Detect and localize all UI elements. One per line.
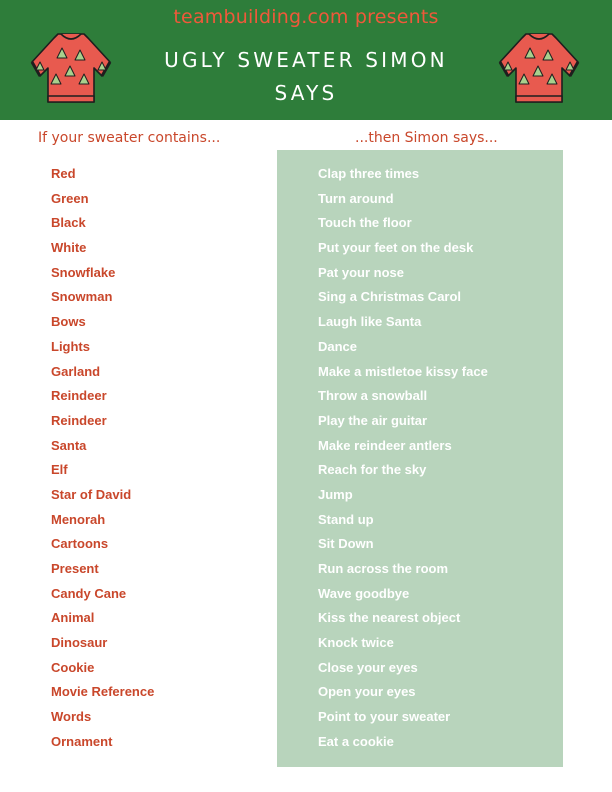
- sweater-item: Dinosaur: [51, 635, 108, 651]
- sweater-item: Ornament: [51, 733, 113, 749]
- sweater-item: Star of David: [51, 486, 132, 502]
- sweater-item: Red: [51, 166, 76, 181]
- simon-action: Touch the floor: [318, 215, 412, 231]
- page-title: UGLY SWEATER SIMON SAYS: [164, 48, 448, 105]
- simon-action: Make reindeer antlers: [318, 437, 452, 453]
- simon-action: Clap three times: [318, 166, 420, 181]
- simon-action: Put your feet on the desk: [318, 240, 474, 256]
- simon-action: Eat a cookie: [318, 733, 394, 749]
- sweater-item: Garland: [51, 363, 101, 379]
- simon-action: Dance: [318, 338, 358, 354]
- simon-action: Turn around: [318, 190, 394, 206]
- simon-action: Sit Down: [318, 536, 374, 552]
- sweater-item: Bows: [51, 314, 86, 330]
- simon-action: Sing a Christmas Carol: [318, 289, 462, 305]
- simon-action: Throw a snowball: [318, 388, 428, 404]
- sweater-icon: [28, 26, 114, 108]
- sweater-item: Candy Cane: [51, 585, 127, 601]
- sweater-item: Green: [51, 190, 89, 206]
- sweater-contains-heading: If your sweater contains...: [38, 130, 221, 146]
- simon-action: Laugh like Santa: [318, 314, 422, 330]
- sweater-item: Santa: [51, 437, 87, 453]
- simon-action: Point to your sweater: [318, 709, 451, 725]
- simon-action: Pat your nose: [318, 264, 404, 280]
- simon-action: Kiss the nearest object: [318, 610, 461, 626]
- sweater-item: Animal: [51, 610, 95, 626]
- sweater-item: Cartoons: [51, 536, 109, 552]
- simon-action: Stand up: [318, 511, 374, 527]
- simon-action: Open your eyes: [318, 684, 416, 700]
- simon-action: Make a mistletoe kissy face: [318, 363, 488, 379]
- simon-action: Close your eyes: [318, 659, 418, 675]
- simon-action: Jump: [318, 486, 353, 502]
- simon-actions-list: [318, 165, 488, 758]
- sweater-item: Elf: [51, 462, 68, 478]
- simon-action: Wave goodbye: [318, 585, 410, 601]
- sweater-item: Movie Reference: [51, 684, 155, 700]
- sweater-icon: [496, 26, 582, 108]
- simon-action: Run across the room: [318, 561, 449, 576]
- sweater-item: Snowman: [51, 289, 113, 305]
- sweater-item: Black: [51, 215, 86, 231]
- sweater-item: Lights: [51, 338, 90, 354]
- sweater-items-list: [51, 165, 154, 758]
- simon-action: Knock twice: [318, 635, 394, 651]
- sweater-item: Present: [51, 561, 99, 576]
- header-banner: [0, 0, 612, 120]
- sweater-item: Cookie: [51, 659, 95, 675]
- sweater-item: Reindeer: [51, 412, 107, 428]
- simon-action: Play the air guitar: [318, 412, 428, 428]
- sweater-item: Reindeer: [51, 388, 107, 404]
- sweater-item: White: [51, 240, 87, 256]
- sweater-item: Menorah: [51, 511, 106, 527]
- sweater-item: Snowflake: [51, 264, 116, 280]
- simon-says-heading: ...then Simon says...: [355, 130, 498, 146]
- sweater-item: Words: [51, 709, 92, 725]
- simon-action: Reach for the sky: [318, 462, 427, 478]
- presenter-line: teambuilding.com presents: [173, 6, 439, 28]
